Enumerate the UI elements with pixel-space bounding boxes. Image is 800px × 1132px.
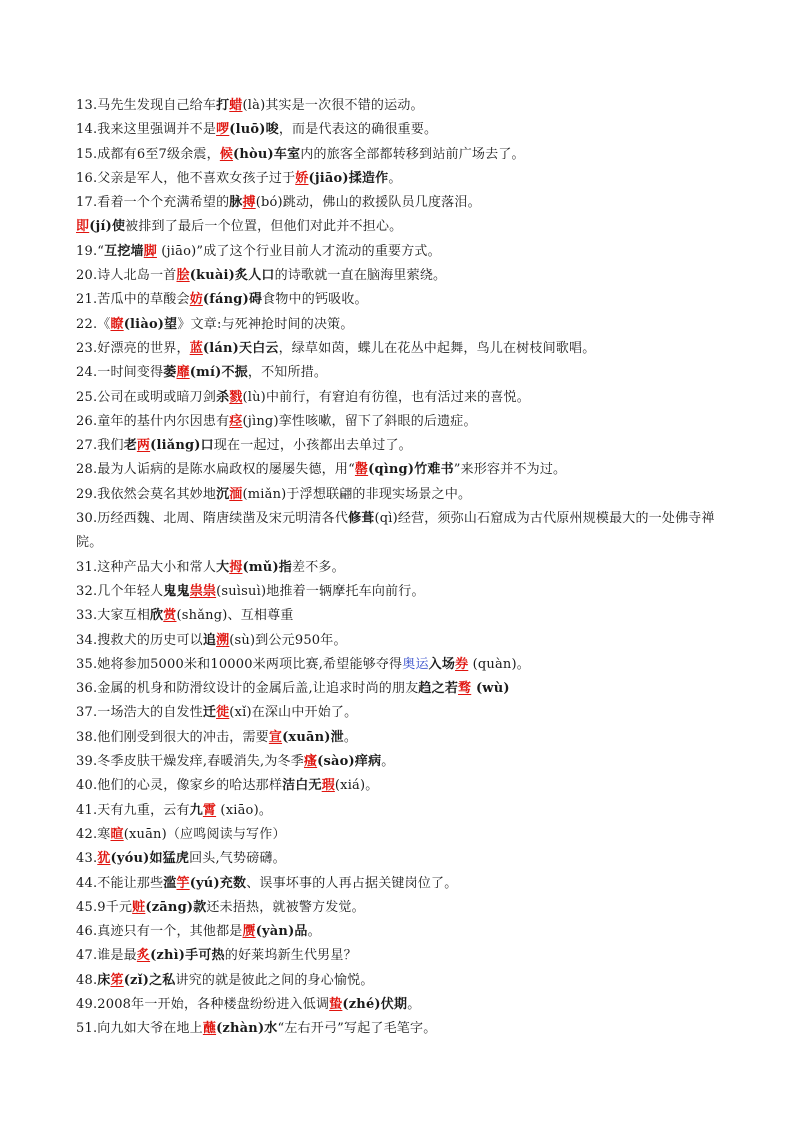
sentence-text: 19.“ (76, 243, 105, 259)
sentence-text: (bó)跳动，佛山的救援队员几度落泪。 (255, 195, 481, 211)
sentence-line (76, 361, 736, 385)
sentence-text: 20.诗人北岛一首 (76, 268, 177, 284)
sentence-text: 44.不能让那些 (76, 875, 164, 891)
sentence-line (76, 920, 736, 944)
highlighted-character: 啰 (216, 122, 230, 138)
sentence-text: 35.她将参加5000米和10000米两项比赛,希望能够夺得 (76, 656, 403, 672)
highlighted-character: 拇 (229, 559, 243, 575)
emphasized-word: (sào)痒病 (317, 754, 382, 770)
sentence-text: 34.搜救犬的历史可以 (76, 632, 203, 648)
highlighted-character: 靡 (176, 365, 190, 381)
emphasized-word: (yú)充数 (189, 875, 247, 891)
highlighted-character: 蓝 (189, 340, 203, 356)
emphasized-word: 互挖墙 (104, 243, 144, 259)
sentence-text: 47.谁是最 (76, 948, 137, 964)
sentence-text: (lù)中前行，有窘迫有彷徨，也有活过来的喜悦。 (242, 389, 530, 405)
sentence-text: 26.童年的基什内尔因患有 (76, 413, 230, 429)
sentence-line (76, 944, 736, 968)
sentence-text: ，而是代表这的确很重要。 (278, 122, 438, 138)
sentence-line (76, 337, 736, 361)
sentence-text: (xiá)。 (334, 778, 379, 794)
sentence-line (76, 969, 736, 993)
highlighted-character: 笫 (110, 972, 124, 988)
sentence-line (76, 215, 736, 239)
sentence-text: 。 (388, 170, 402, 186)
sentence-text: 。 (381, 754, 395, 770)
sentence-text: 39.冬季皮肤干燥发痒,春暖消失,为冬季 (76, 754, 304, 770)
highlighted-character: 娇 (295, 170, 309, 186)
emphasized-word: 脉 (229, 195, 243, 211)
emphasized-word: (yóu)如猛虎 (110, 851, 190, 867)
sentence-text: “左右开弓”写起了毛笔字。 (277, 1021, 437, 1037)
sentence-line (76, 483, 736, 507)
sentence-line (76, 313, 736, 337)
highlighted-character: 候 (219, 146, 234, 162)
sentence-line (76, 701, 736, 725)
sentence-text: 51.向九如大爷在地上 (76, 1021, 203, 1037)
sentence-text: 食物中的钙吸收。 (262, 292, 368, 308)
emphasized-word: 滥 (163, 875, 177, 891)
sentence-text: 21.苦瓜中的草酸会 (76, 292, 190, 308)
sentence-line (76, 410, 736, 434)
sentence-text: 内的旅客全部都转移到站前广场去了。 (300, 146, 525, 162)
highlighted-character: 祟祟 (189, 583, 217, 599)
sentence-line (76, 993, 736, 1017)
emphasized-word: 欣 (150, 608, 164, 624)
sentence-text: (sù)到公元950年。 (229, 632, 347, 648)
emphasized-word: 洁白无 (282, 778, 322, 794)
highlighted-character: 券 (455, 656, 469, 672)
emphasized-word: (yàn)品 (255, 924, 308, 940)
sentence-text: 、误事坏事的人再占据关键岗位了。 (246, 875, 458, 891)
highlighted-character: 蜡 (229, 98, 243, 113)
sentence-text: (miǎn)于浮想联翩的非现实场景之中。 (242, 486, 472, 502)
highlighted-character: 湎 (229, 486, 243, 502)
highlighted-character: 竽 (176, 875, 190, 891)
sentence-line (76, 264, 736, 288)
highlighted-character: 赃 (132, 899, 146, 915)
highlighted-character: 痉 (229, 413, 243, 429)
emphasized-word: (zhì)手可热 (150, 948, 225, 964)
sentence-line (76, 774, 736, 798)
sentence-text: 38.他们刚受到很大的冲击，需要 (76, 729, 269, 745)
sentence-text: 的好莱坞新生代男星？ (224, 948, 357, 964)
sentence-text: 回头,气势磅礴。 (189, 851, 286, 867)
sentence-text: 30.历经西魏、北周、隋唐续凿及宋元明清各代 (76, 511, 349, 527)
emphasized-word: 迁 (202, 705, 217, 721)
sentence-text: (shǎng)、互相尊重 (176, 608, 294, 624)
emphasized-word: 九 (189, 802, 203, 818)
sentence-text: 现在一起过，小孩都出去单过了。 (213, 438, 412, 454)
sentence-text: (quàn)。 (468, 656, 530, 672)
highlighted-character: 瑕 (321, 778, 335, 794)
emphasized-word: (zāng)款 (145, 899, 207, 915)
sentence-text: 讲究的就是彼此之间的身心愉悦。 (175, 972, 374, 988)
sentence-line (76, 434, 736, 458)
sentence-text: 43. (76, 851, 98, 867)
sentence-text: (xǐ)在深山中开始了。 (229, 705, 358, 721)
sentence-text: 23.好漂亮的世界， (76, 340, 190, 356)
sentence-line (76, 556, 736, 580)
emphasized-word: (luō)唆 (229, 122, 279, 138)
sentence-line (76, 143, 736, 167)
emphasized-word: (liǎng)口 (150, 438, 214, 454)
sentence-line (76, 604, 736, 628)
sentence-text: (xiāo)。 (216, 802, 273, 818)
sentence-line (76, 507, 736, 556)
sentence-line (76, 288, 736, 312)
highlighted-character: 炙 (136, 948, 151, 964)
highlighted-character: 两 (136, 438, 151, 454)
sentence-line (76, 191, 736, 215)
sentence-text: (qì)经营，须弥山石窟成为古代原州规模最大的一处佛寺禅院。 (76, 511, 715, 551)
sentence-text: (là)其实是一次很不错的运动。 (242, 98, 424, 113)
sentence-text: 46.真迹只有一个，其他都是 (76, 924, 243, 940)
sentence-text: (suìsuì)地推着一辆摩托车向前行。 (216, 583, 425, 599)
linked-text[interactable]: 奥运 (402, 656, 429, 672)
highlighted-character: 赏 (163, 608, 177, 624)
sentence-text: 42.寒 (76, 826, 111, 842)
emphasized-word: 大 (216, 559, 230, 575)
sentence-text: 33.大家互相 (76, 608, 151, 624)
sentence-text: 41.天有九重，云有 (76, 802, 190, 818)
sentence-text: 13.马先生发现自己给车 (76, 98, 217, 113)
emphasized-word: (lán)天白云 (202, 340, 279, 356)
sentence-line (76, 1017, 736, 1041)
sentence-text: (jiāo)”成了这个行业目前人才流动的重要方式。 (156, 243, 441, 259)
emphasized-word: (wù) (471, 681, 510, 697)
emphasized-word: 杀 (216, 389, 230, 405)
sentence-text: 29.我依然会莫名其妙地 (76, 486, 217, 502)
sentence-line (76, 167, 736, 191)
sentence-text: 15.成都有6至7级余震， (76, 146, 220, 162)
sentence-text: 22.《 (76, 316, 111, 332)
sentence-text: 16.父亲是军人，他不喜欢女孩子过于 (76, 170, 296, 186)
sentence-text: 27.我们 (76, 438, 124, 454)
highlighted-character: 即 (76, 219, 90, 235)
emphasized-word: 打 (216, 98, 230, 113)
highlighted-character: 暄 (110, 826, 124, 842)
emphasized-word: (mí)不振 (189, 365, 248, 381)
sentence-text: 被排到了最后一个位置，但他们对此并不担心。 (125, 219, 403, 235)
emphasized-word: 趋之若 (418, 681, 459, 697)
emphasized-word: (kuài)炙人口 (189, 268, 275, 284)
sentence-line (76, 823, 736, 847)
sentence-text: 还未捂热，就被警方发觉。 (206, 899, 365, 915)
sentence-line (76, 799, 736, 823)
emphasized-word: (mǔ)指 (242, 559, 292, 575)
sentence-line (76, 629, 736, 653)
emphasized-word: 床 (97, 972, 111, 988)
emphasized-word: (hòu)车室 (233, 146, 301, 162)
emphasized-word: (zhé)伏期 (342, 996, 408, 1012)
sentence-line (76, 118, 736, 142)
highlighted-character: 赝 (242, 924, 256, 940)
sentence-line (76, 896, 736, 920)
sentence-text: 31.这种产品大小和常人 (76, 559, 217, 575)
sentence-text: 45.9千元 (76, 899, 133, 915)
highlighted-character: 犹 (97, 851, 111, 867)
sentence-text: 37.一场浩大的自发性 (76, 705, 203, 721)
sentence-line (76, 653, 736, 677)
sentence-text: 差不多。 (292, 559, 345, 575)
highlighted-character: 瘙 (303, 754, 318, 770)
highlighted-character: 溯 (216, 632, 230, 648)
sentence-line (76, 872, 736, 896)
highlighted-character: 骛 (458, 681, 472, 697)
sentence-text: 40.他们的心灵，像家乡的哈达那样 (76, 778, 283, 794)
sentence-text: ，不知所措。 (247, 365, 328, 381)
sentence-line (76, 750, 736, 774)
highlighted-character: 罄 (354, 462, 369, 478)
highlighted-character: 搏 (242, 195, 256, 211)
emphasized-word: (zǐ)之私 (123, 972, 176, 988)
highlighted-character: 宣 (268, 729, 283, 745)
highlighted-character: 蛰 (329, 996, 343, 1012)
emphasized-word: 萎 (163, 365, 177, 381)
sentence-text: 17.看着一个个充满希望的 (76, 195, 230, 211)
emphasized-word: (zhàn)水 (216, 1021, 278, 1037)
sentence-line (76, 580, 736, 604)
highlighted-character: 瞭 (110, 316, 124, 332)
sentence-text: 。 (407, 996, 421, 1012)
highlighted-character: 脍 (176, 268, 190, 284)
emphasized-word: 老 (123, 438, 137, 454)
sentence-text: 28.最为人诟病的是陈水扁政权的屡屡失德，用“ (76, 462, 355, 478)
sentence-line (76, 386, 736, 410)
emphasized-word: 追 (202, 632, 217, 648)
sentence-text: (xuān)（应鸣阅读与写作） (123, 826, 286, 842)
emphasized-word: (qìng)竹难书 (368, 462, 454, 478)
sentence-text: 24.一时间变得 (76, 365, 164, 381)
highlighted-character: 脚 (143, 243, 157, 259)
emphasized-word: 沉 (216, 486, 230, 502)
sentence-text: ”来形容并不为过。 (453, 462, 567, 478)
sentence-text: 25.公司在或明或暗刀剑 (76, 389, 217, 405)
sentence-text: ，绿草如茵，蝶儿在花丛中起舞，鸟儿在树枝间歌唱。 (278, 340, 596, 356)
sentence-text: 14.我来这里强调并不是 (76, 122, 217, 138)
highlighted-character: 徙 (216, 705, 230, 721)
sentence-text: 》文章:与死神抢时间的决策。 (177, 316, 354, 332)
sentence-line (76, 240, 736, 264)
document-body (76, 94, 736, 1042)
highlighted-character: 戮 (229, 389, 243, 405)
sentence-text: 36.金属的机身和防滑纹设计的金属后盖,让追求时尚的朋友 (76, 681, 419, 697)
emphasized-word: (fáng)碍 (202, 292, 263, 308)
emphasized-word: 入场 (428, 656, 456, 672)
sentence-text: 48. (76, 972, 98, 988)
emphasized-word: (xuān)泄 (282, 729, 344, 745)
highlighted-character: 霄 (202, 802, 217, 818)
emphasized-word: (liào)望 (123, 316, 178, 332)
sentence-text: 。 (343, 729, 358, 745)
highlighted-character: 妨 (189, 292, 203, 308)
sentence-text: 。 (307, 924, 321, 940)
emphasized-word: 修葺 (348, 511, 375, 527)
sentence-text: 的诗歌就一直在脑海里萦绕。 (274, 268, 447, 284)
sentence-text: (jìng)挛性咳嗽，留下了斜眼的后遗症。 (242, 413, 477, 429)
emphasized-word: 鬼鬼 (163, 583, 190, 599)
sentence-line (76, 677, 736, 701)
sentence-line (76, 458, 736, 482)
sentence-line (76, 847, 736, 871)
sentence-text: 32.几个年轻人 (76, 583, 164, 599)
highlighted-character: 蘸 (202, 1021, 217, 1037)
sentence-line (76, 726, 736, 750)
sentence-line (76, 94, 736, 118)
emphasized-word: (jiāo)揉造作 (308, 170, 389, 186)
sentence-text: 49.2008年一开始，各种楼盘纷纷进入低调 (76, 996, 330, 1012)
emphasized-word: (jí)使 (89, 219, 126, 235)
